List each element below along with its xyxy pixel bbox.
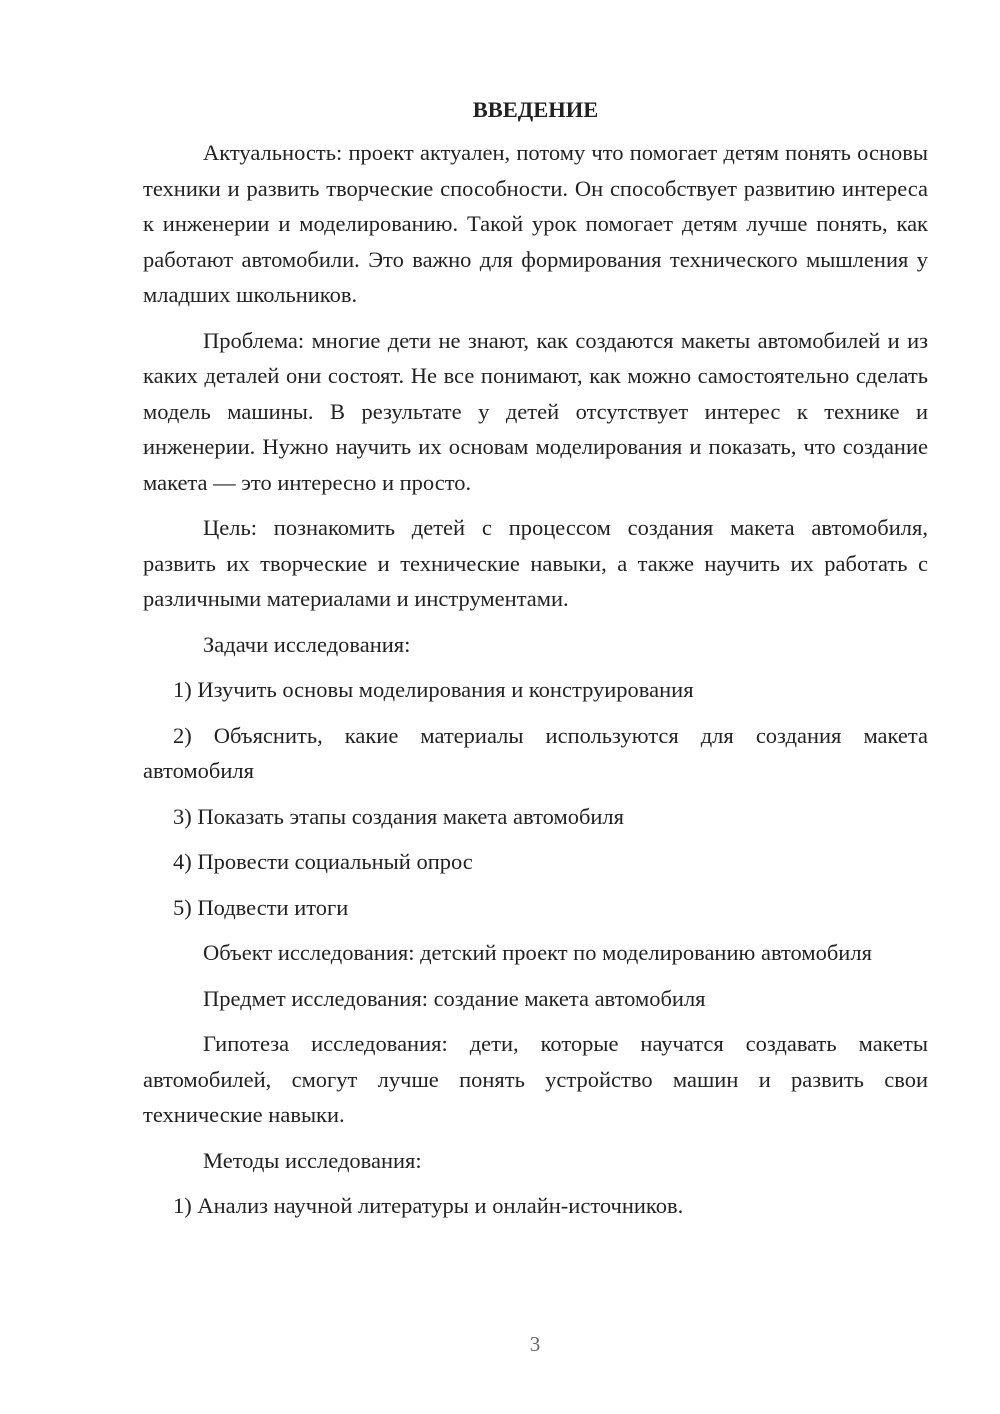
document-page xyxy=(143,95,928,1234)
task-item: 1) Изучить основы моделирования и конструирования xyxy=(173,677,694,702)
task-item: 4) Провести социальный опрос xyxy=(173,849,473,874)
tasks-heading: Задачи исследования: xyxy=(203,631,411,657)
task-item: 2) Объяснить, какие материалы используются для создания макета автомобиля xyxy=(143,722,928,783)
relevance-paragraph: Актуальность: проект актуален, потому что помогает детям понять основы техники и развить творческие способности. Он способствует развитию интереса к инженерии и моделированию. Такой урок помогает детям лучше понять, как работают автомобили. Это важно для формирования технического мышления у младших школьников. xyxy=(143,140,928,307)
section-title: ВВЕДЕНИЕ xyxy=(472,97,599,122)
method-item: 1) Анализ научной литературы и онлайн-источников. xyxy=(173,1193,684,1218)
page-number: 3 xyxy=(529,1332,541,1356)
subject-paragraph: Предмет исследования: создание макета автомобиля xyxy=(203,985,706,1011)
goal-paragraph: Цель: познакомить детей с процессом создания макета автомобиля, развить их творческие и технические навыки, а также научить их работать с различными материалами и инструментами. xyxy=(143,515,928,611)
task-item: 5) Подвести итоги xyxy=(173,894,349,920)
task-item: 3) Показать этапы создания макета автомобиля xyxy=(173,803,625,829)
object-paragraph: Объект исследования: детский проект по моделированию автомобиля xyxy=(203,940,872,965)
problem-paragraph: Проблема: многие дети не знают, как создаются макеты автомобилей и из каких деталей они состоят. Не все понимают, как можно самостоятельно сделать модель машины. В результате у детей отсутствует интерес к технике и инженерии. Нужно научить их основам моделирования и показать, что создание макета — это интересно и просто. xyxy=(143,327,928,495)
hypothesis-paragraph: Гипотеза исследования: дети, которые научатся создавать макеты автомобилей, смогут лучше понять устройство машин и развить свои технические навыки. xyxy=(143,1031,928,1127)
methods-heading: Методы исследования: xyxy=(203,1147,422,1173)
